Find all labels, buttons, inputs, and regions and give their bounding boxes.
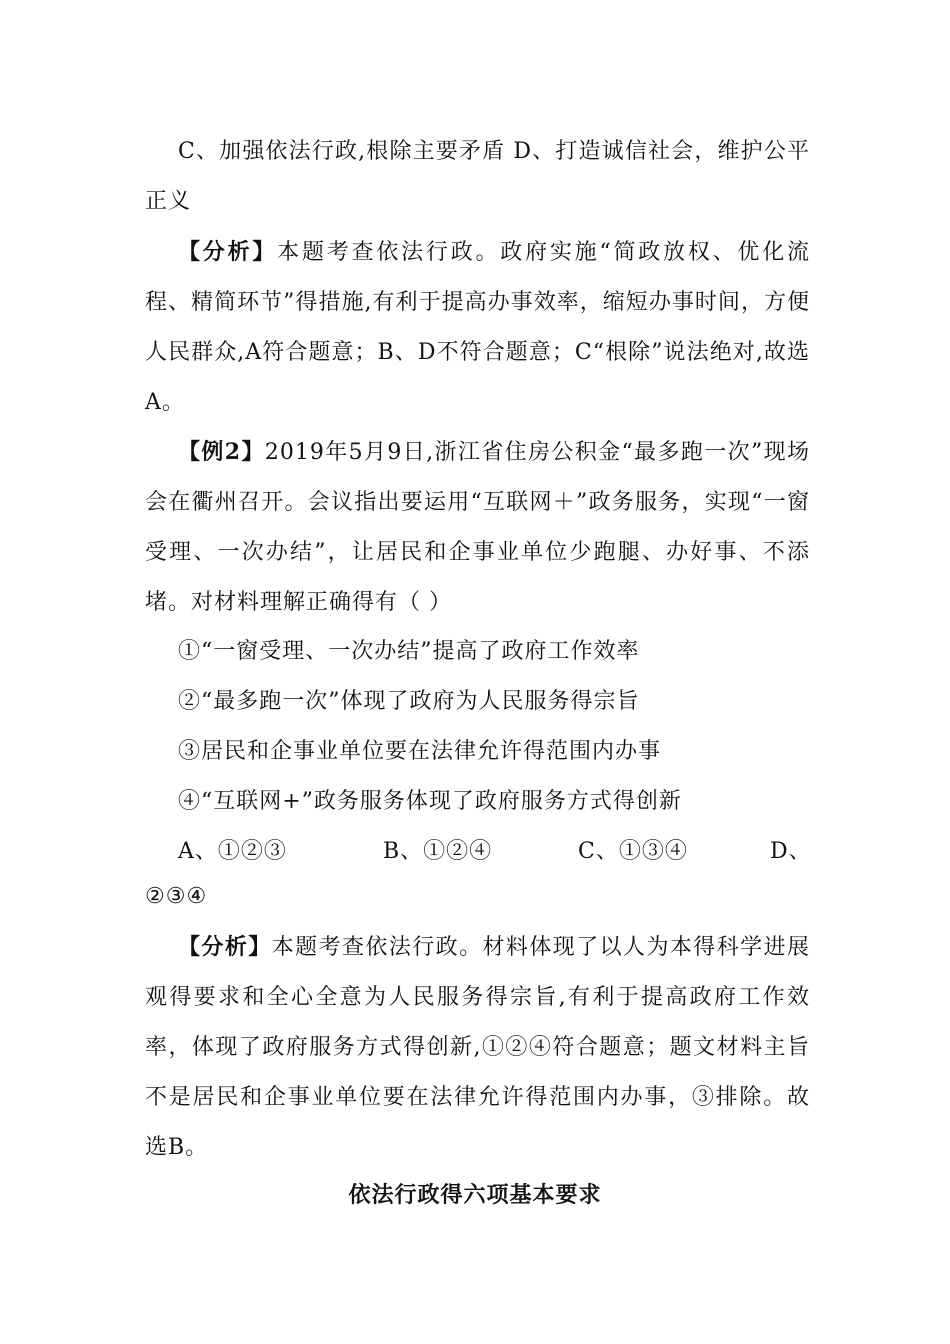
statement-1: ①“一窗受理、一次办结”提高了政府工作效率 [178,639,640,664]
choice-d-label: D、 [770,839,812,864]
choice-a: A、①②③ [178,839,287,864]
analysis-paragraph-2 [145,922,810,1173]
analysis-label-2: 【分析】 [178,934,272,960]
example-label: 【例2】 [178,439,265,465]
statement-3: ③居民和企事业单位要在法律允许得范围内办事 [178,739,662,764]
choice-c: C、①③④ [578,839,688,864]
analysis-text: 本题考查依法行政。政府实施“简政放权、优化流程、精简环节”得措施,有利于提高办事效率，缩短办事时间，方便人民群众,A符合题意；B、D不符合题意；C“根除”说法绝对,故选A。 [145,240,810,415]
section-heading: 依法行政得六项基本要求 [348,1182,602,1208]
answer-choices [178,827,810,877]
statement-4: ④“互联网+”政务服务体现了政府服务方式得创新 [178,789,682,814]
example-text: 2019年5月9日,浙江省住房公积金“最多跑一次”现场会在衢州召开。会议指出要运用“互联网＋”政务服务，实现“一窗受理、一次办结”，让居民和企事业单位少跑腿、办好事、不添堵。对材料理解正确得有（ ） [145,440,810,615]
analysis-label: 【分析】 [178,239,278,265]
choice-b: B、①②④ [383,839,493,864]
analysis-text-2: 本题考查依法行政。材料体现了以人为本得科学进展观得要求和全心全意为人民服务得宗旨,有利于提高政府工作效率，体现了政府服务方式得创新,①②④符合题意；题文材料主旨不是居民和企事业单位要在法律允许得范围内办事，③排除。故选B。 [145,935,810,1160]
analysis-paragraph-1 [145,227,810,428]
options-c-d-text: C、加强依法行政,根除主要矛盾 D、打造诚信社会，维护公平正义 [145,139,810,214]
previous-question-options [145,127,810,227]
statement-2: ②“最多跑一次”体现了政府为人民服务得宗旨 [178,689,640,714]
example-2-paragraph [145,427,810,628]
choice-d-value: ②③④ [145,884,208,909]
